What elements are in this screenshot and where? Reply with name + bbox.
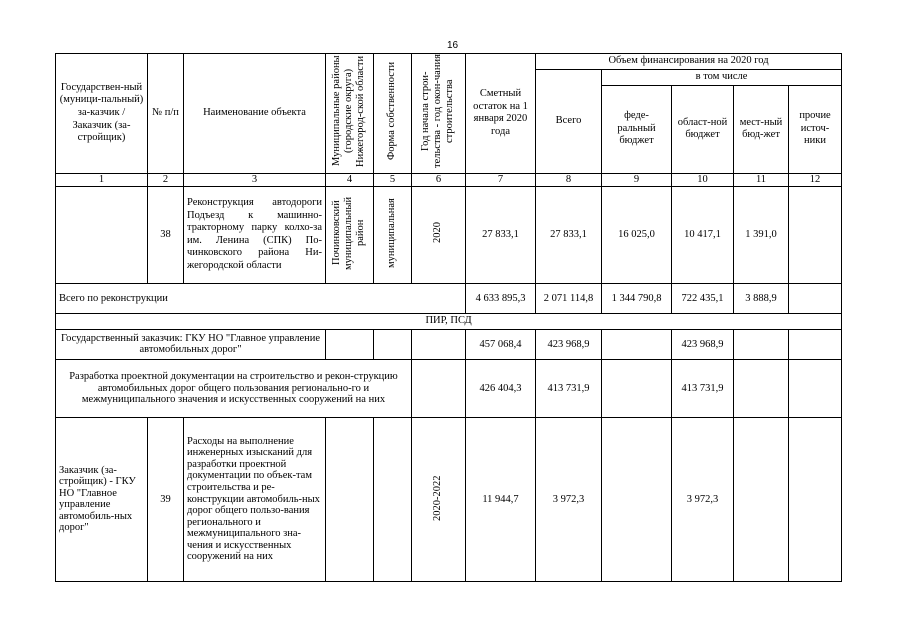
col-number: 3 — [184, 173, 326, 186]
header-including: в том числе — [602, 69, 842, 85]
header-other: прочие источ-ники — [789, 85, 842, 173]
reconstruction-total-balance: 4 633 895,3 — [466, 284, 536, 314]
row38-ownership — [374, 186, 412, 284]
col-number: 8 — [536, 173, 602, 186]
row39-ownership — [374, 417, 412, 581]
col-number: 6 — [412, 173, 466, 186]
state-customer-other — [789, 329, 842, 359]
reconstruction-total-total: 2 071 114,8 — [536, 284, 602, 314]
row38-balance: 27 833,1 — [466, 186, 536, 284]
financing-table — [55, 53, 842, 582]
row39-local — [734, 417, 789, 581]
header-total: Всего — [536, 69, 602, 173]
design-docs-total: 413 731,9 — [536, 359, 602, 417]
col-number: 4 — [326, 173, 374, 186]
state-customer-empty — [326, 329, 374, 359]
col-number: 11 — [734, 173, 789, 186]
row38-name: Реконструкция автодороги Подъезд к машинно-тракторному парку колхо-за им. Ленина (СПК) По-чинковского района Ни-жегородской области — [184, 186, 326, 284]
row38-years-text: 2020 — [432, 222, 444, 244]
header-regional: област-ной бюджет — [672, 85, 734, 173]
row38-years — [412, 186, 466, 284]
reconstruction-total-local: 3 888,9 — [734, 284, 789, 314]
design-docs-balance: 426 404,3 — [466, 359, 536, 417]
row39-customer: Заказчик (за-стройщик) - ГКУ НО "Главное управление автомобиль-ных дорог" — [56, 417, 148, 581]
col-number: 7 — [466, 173, 536, 186]
col-number: 5 — [374, 173, 412, 186]
row38-federal: 16 025,0 — [602, 186, 672, 284]
header-local: мест-ный бюд-жет — [734, 85, 789, 173]
header-years-text: Год начала строи-тельства - год окон-чания строительства — [420, 54, 456, 168]
header-federal: феде-ральный бюджет — [602, 85, 672, 173]
header-ownership — [374, 54, 412, 174]
header-ownership-text: Форма собственности — [386, 61, 398, 161]
row39-years-text: 2020-2022 — [432, 474, 444, 521]
col-number: 1 — [56, 173, 148, 186]
state-customer-balance: 457 068,4 — [466, 329, 536, 359]
reconstruction-total-other — [789, 284, 842, 314]
row39-balance: 11 944,7 — [466, 417, 536, 581]
state-customer-local — [734, 329, 789, 359]
row39-total: 3 972,3 — [536, 417, 602, 581]
col-number: 12 — [789, 173, 842, 186]
reconstruction-total-label: Всего по реконструкции — [56, 284, 466, 314]
page-number: 16 — [446, 40, 459, 51]
header-num: № п/п — [148, 54, 184, 174]
state-customer-regional: 423 968,9 — [672, 329, 734, 359]
header-districts-text: Муниципальные районы (городские округа) Нижегород-ской области — [331, 55, 367, 167]
row38-total: 27 833,1 — [536, 186, 602, 284]
design-docs-federal — [602, 359, 672, 417]
row38-ownership-text: муниципальная — [386, 197, 398, 268]
state-customer-label: Государственный заказчик: ГКУ НО "Главное управление автомобильных дорог" — [56, 329, 326, 359]
state-customer-federal — [602, 329, 672, 359]
row39-regional: 3 972,3 — [672, 417, 734, 581]
design-docs-other — [789, 359, 842, 417]
col-number: 9 — [602, 173, 672, 186]
row39-other — [789, 417, 842, 581]
header-balance: Сметный остаток на 1 января 2020 года — [466, 54, 536, 174]
row39-federal — [602, 417, 672, 581]
row38-district-text: Починковский муниципальный район — [331, 196, 367, 270]
design-docs-regional: 413 731,9 — [672, 359, 734, 417]
header-years — [412, 54, 466, 174]
row38-local: 1 391,0 — [734, 186, 789, 284]
state-customer-total: 423 968,9 — [536, 329, 602, 359]
header-customer: Государствен-ный (муници-пальный) за-казчик / Заказчик (за-стройщик) — [56, 54, 148, 174]
row38-num: 38 — [148, 186, 184, 284]
reconstruction-total-regional: 722 435,1 — [672, 284, 734, 314]
col-number: 2 — [148, 173, 184, 186]
section-title: ПИР, ПСД — [56, 314, 842, 330]
header-financing: Объем финансирования на 2020 год — [536, 54, 842, 70]
row38-customer — [56, 186, 148, 284]
design-docs-empty — [412, 359, 466, 417]
header-object-name: Наименование объекта — [184, 54, 326, 174]
col-number: 10 — [672, 173, 734, 186]
row38-regional: 10 417,1 — [672, 186, 734, 284]
design-docs-label: Разработка проектной документации на строительство и рекон-струкцию автомобильных дорог общего пользования регионально-го и межмуниципального значения и искусственных сооружений на них — [56, 359, 412, 417]
row39-num: 39 — [148, 417, 184, 581]
state-customer-empty — [412, 329, 466, 359]
row39-district — [326, 417, 374, 581]
design-docs-local — [734, 359, 789, 417]
row39-years — [412, 417, 466, 581]
header-districts — [326, 54, 374, 174]
reconstruction-total-federal: 1 344 790,8 — [602, 284, 672, 314]
state-customer-empty — [374, 329, 412, 359]
row38-other — [789, 186, 842, 284]
row39-name: Расходы на выполнение инженерных изысканий для разработки проектной документации по объек-там строительства и ре-конструкции автомобиль-ных дорог общего пользо-вания регионального и межмуниципального зна-чения и искусственных сооружений на них — [184, 417, 326, 581]
row38-district — [326, 186, 374, 284]
